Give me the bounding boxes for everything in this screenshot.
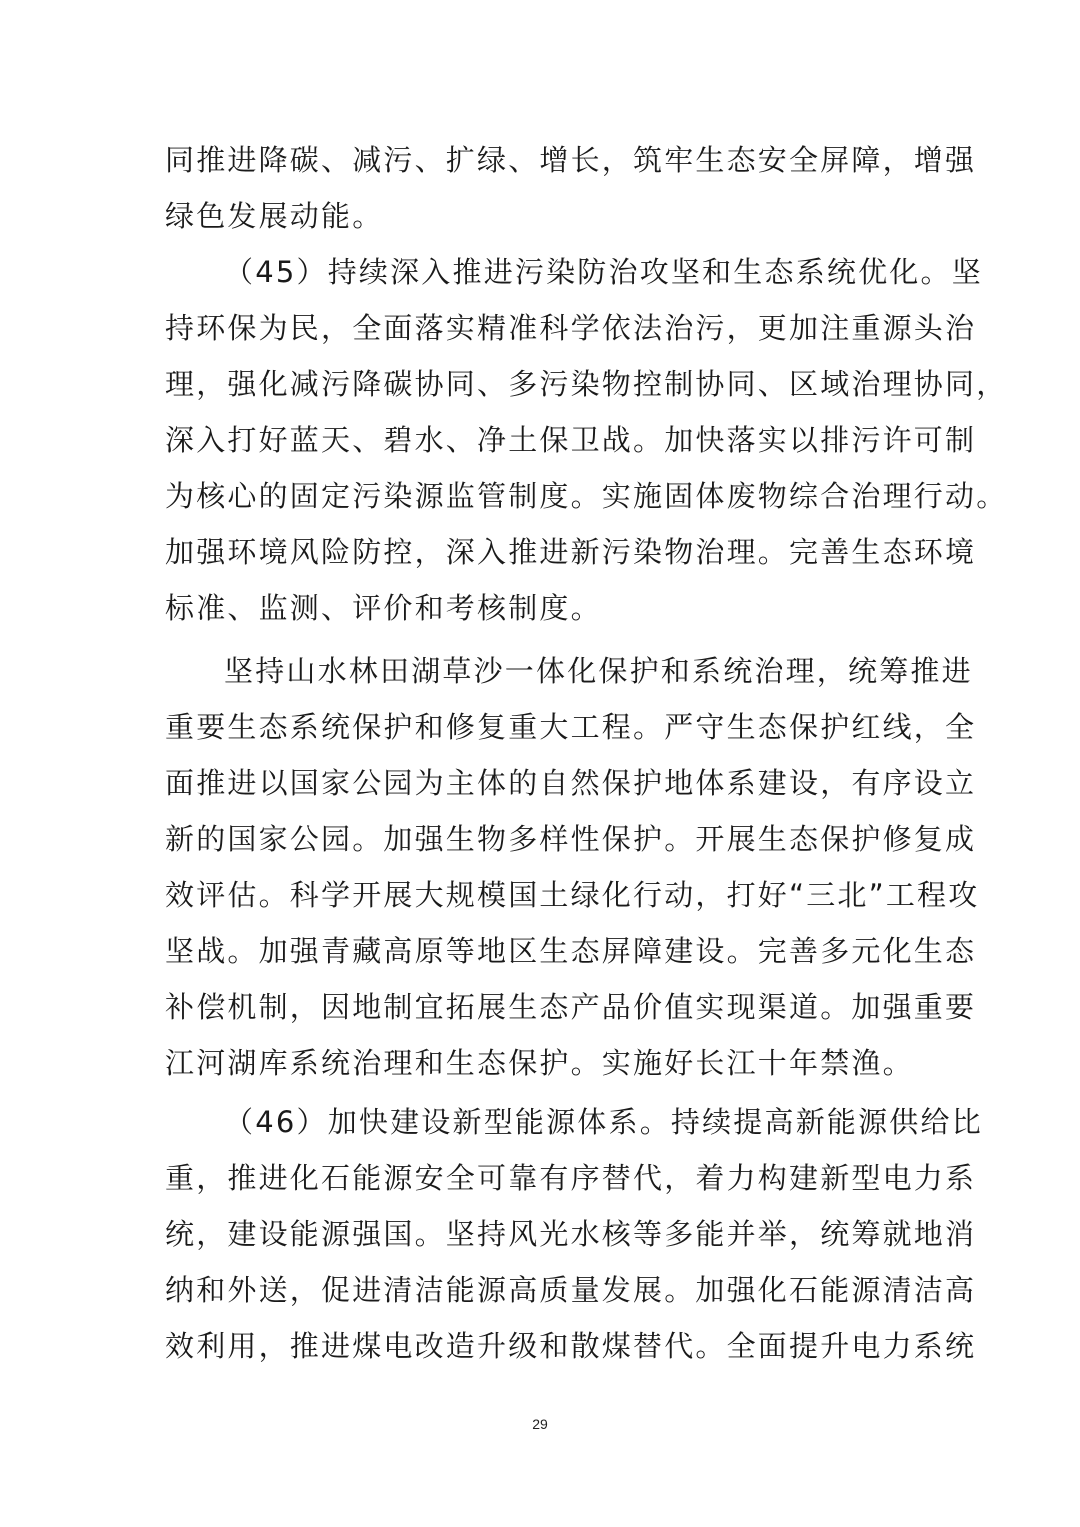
text-line: 重，推进化石能源安全可靠有序替代，着力构建新型电力系 — [165, 1161, 977, 1195]
text-line: 重要生态系统保护和修复重大工程。严守生态保护红线，全 — [165, 710, 977, 744]
text-line: 理，强化减污降碳协同、多污染物控制协同、区域治理协同， — [165, 367, 1008, 401]
text-line: 纳和外送，促进清洁能源高质量发展。加强化石能源清洁高 — [165, 1273, 977, 1307]
text-line: 补偿机制，因地制宜拓展生态产品价值实现渠道。加强重要 — [165, 990, 977, 1024]
page-number: 29 — [532, 1416, 548, 1432]
text-line: 效评估。科学开展大规模国土绿化行动，打好“三北”工程攻 — [165, 878, 980, 912]
text-line: 绿色发展动能。 — [165, 199, 384, 233]
text-line: 坚战。加强青藏高原等地区生态屏障建设。完善多元化生态 — [165, 934, 977, 968]
text-line: 持环保为民，全面落实精准科学依法治污，更加注重源头治 — [165, 311, 977, 345]
text-line: 效利用，推进煤电改造升级和散煤替代。全面提升电力系统 — [165, 1329, 977, 1363]
text-line: 为核心的固定污染源监管制度。实施固体废物综合治理行动。 — [165, 479, 1008, 513]
section-46-heading-line: （46）加快建设新型能源体系。持续提高新能源供给比 — [224, 1105, 983, 1139]
paragraph-start-line: 坚持山水林田湖草沙一体化保护和系统治理，统筹推进 — [224, 654, 973, 688]
text-line: 同推进降碳、减污、扩绿、增长，筑牢生态安全屏障，增强 — [165, 143, 977, 177]
text-line: 面推进以国家公园为主体的自然保护地体系建设，有序设立 — [165, 766, 977, 800]
text-line: 标准、监测、评价和考核制度。 — [165, 591, 602, 625]
section-45-heading-line: （45）持续深入推进污染防治攻坚和生态系统优化。坚 — [224, 255, 983, 289]
text-line: 深入打好蓝天、碧水、净土保卫战。加快落实以排污许可制 — [165, 423, 977, 457]
text-line: 加强环境风险防控，深入推进新污染物治理。完善生态环境 — [165, 535, 977, 569]
text-line: 江河湖库系统治理和生态保护。实施好长江十年禁渔。 — [165, 1046, 914, 1080]
text-line: 统，建设能源强国。坚持风光水核等多能并举，统筹就地消 — [165, 1217, 977, 1251]
text-line: 新的国家公园。加强生物多样性保护。开展生态保护修复成 — [165, 822, 977, 856]
